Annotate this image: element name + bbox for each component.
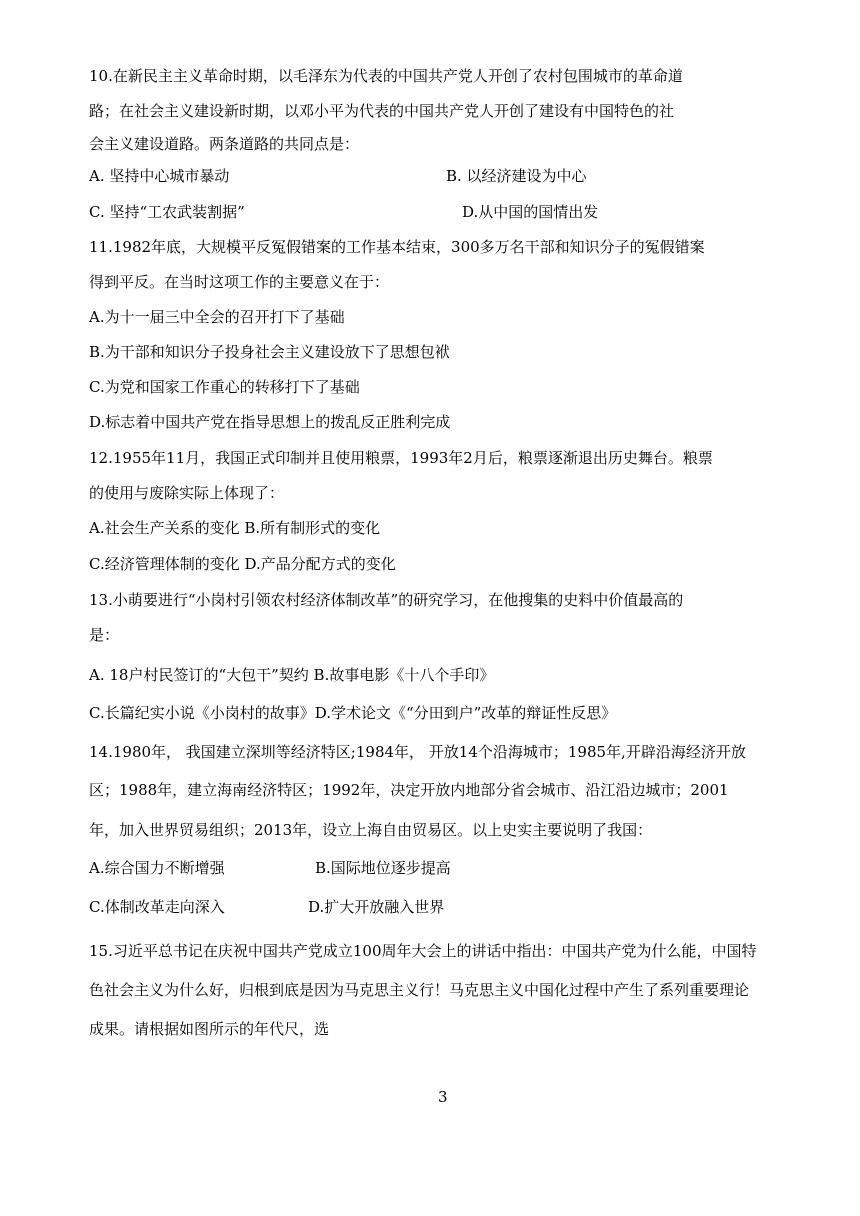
- q14-stem-line-1: 14.1980年， 我国建立深圳等经济特区;1984年， 开放14个沿海城市；1985年,开辟沿海经济开放: [89, 743, 746, 761]
- q14-stem-line-3: 年，加入世界贸易组织；2013年，设立上海自由贸易区。以上史实主要说明了我国：: [89, 821, 653, 839]
- q14-option-b: B.国际地位逐步提高: [315, 859, 451, 877]
- q10-stem-line-2: 路；在社会主义建设新时期，以邓小平为代表的中国共产党人开创了建设有中国特色的社: [89, 102, 675, 120]
- q11-option-b: B.为干部和知识分子投身社会主义建设放下了思想包袱: [89, 343, 450, 361]
- q10-option-a: A. 坚持中心城市暴动: [89, 167, 230, 185]
- q12-options-ab: A.社会生产关系的变化 B.所有制形式的变化: [89, 519, 381, 537]
- q15-stem-line-3: 成果。请根据如图所示的年代尺，选: [89, 1020, 330, 1038]
- q10-stem-line-1: 10.在新民主主义革命时期，以毛泽东为代表的中国共产党人开创了农村包围城市的革命道: [89, 67, 683, 85]
- q11-option-a: A.为十一届三中全会的召开打下了基础: [89, 308, 345, 326]
- q12-stem-line-2: 的使用与废除实际上体现了：: [89, 484, 285, 502]
- q10-option-c: C. 坚持“工农武装割据”: [89, 203, 245, 221]
- q10-option-b: B. 以经济建设为中心: [446, 167, 587, 185]
- q13-stem-line-1: 13.小萌要进行“小岗村引领农村经济体制改革”的研究学习，在他搜集的史料中价值最高的: [89, 591, 684, 609]
- q14-option-a: A.综合国力不断增强: [89, 859, 225, 877]
- q13-stem-line-2: 是：: [89, 626, 120, 644]
- q11-stem-line-1: 11.1982年底，大规模平反冤假错案的工作基本结束，300多万名干部和知识分子的冤假错案: [89, 238, 705, 256]
- q10-option-d: D.从中国的国情出发: [462, 203, 599, 221]
- q11-stem-line-2: 得到平反。在当时这项工作的主要意义在于：: [89, 273, 390, 291]
- q12-stem-line-1: 12.1955年11月，我国正式印制并且使用粮票，1993年2月后，粮票逐渐退出历史舞台。粮票: [89, 449, 713, 467]
- q15-stem-line-1: 15.习近平总书记在庆祝中国共产党成立100周年大会上的讲话中指出：中国共产党为什么能，中国特: [89, 942, 757, 960]
- q12-options-cd: C.经济管理体制的变化 D.产品分配方式的变化: [89, 555, 396, 573]
- q11-option-c: C.为党和国家工作重心的转移打下了基础: [89, 378, 360, 396]
- page-number: 3: [438, 1088, 448, 1106]
- q15-stem-line-2: 色社会主义为什么好，归根到底是因为马克思主义行！马克思主义中国化过程中产生了系列重要理论: [89, 981, 750, 999]
- q14-option-d: D.扩大开放融入世界: [308, 898, 445, 916]
- q14-option-c: C.体制改革走向深入: [89, 898, 225, 916]
- q14-stem-line-2: 区；1988年，建立海南经济特区；1992年，决定开放内地部分省会城市、沿江沿边城市；2001: [89, 781, 729, 799]
- q13-options-cd: C.长篇纪实小说《小岗村的故事》D.学术论文《“分田到户”改革的辩证性反思》: [89, 704, 617, 722]
- q13-options-ab: A. 18户村民签订的“大包干”契约 B.故事电影《十八个手印》: [89, 666, 495, 684]
- q10-stem-line-3: 会主义建设道路。两条道路的共同点是：: [89, 135, 360, 153]
- q11-option-d: D.标志着中国共产党在指导思想上的拨乱反正胜利完成: [89, 413, 451, 431]
